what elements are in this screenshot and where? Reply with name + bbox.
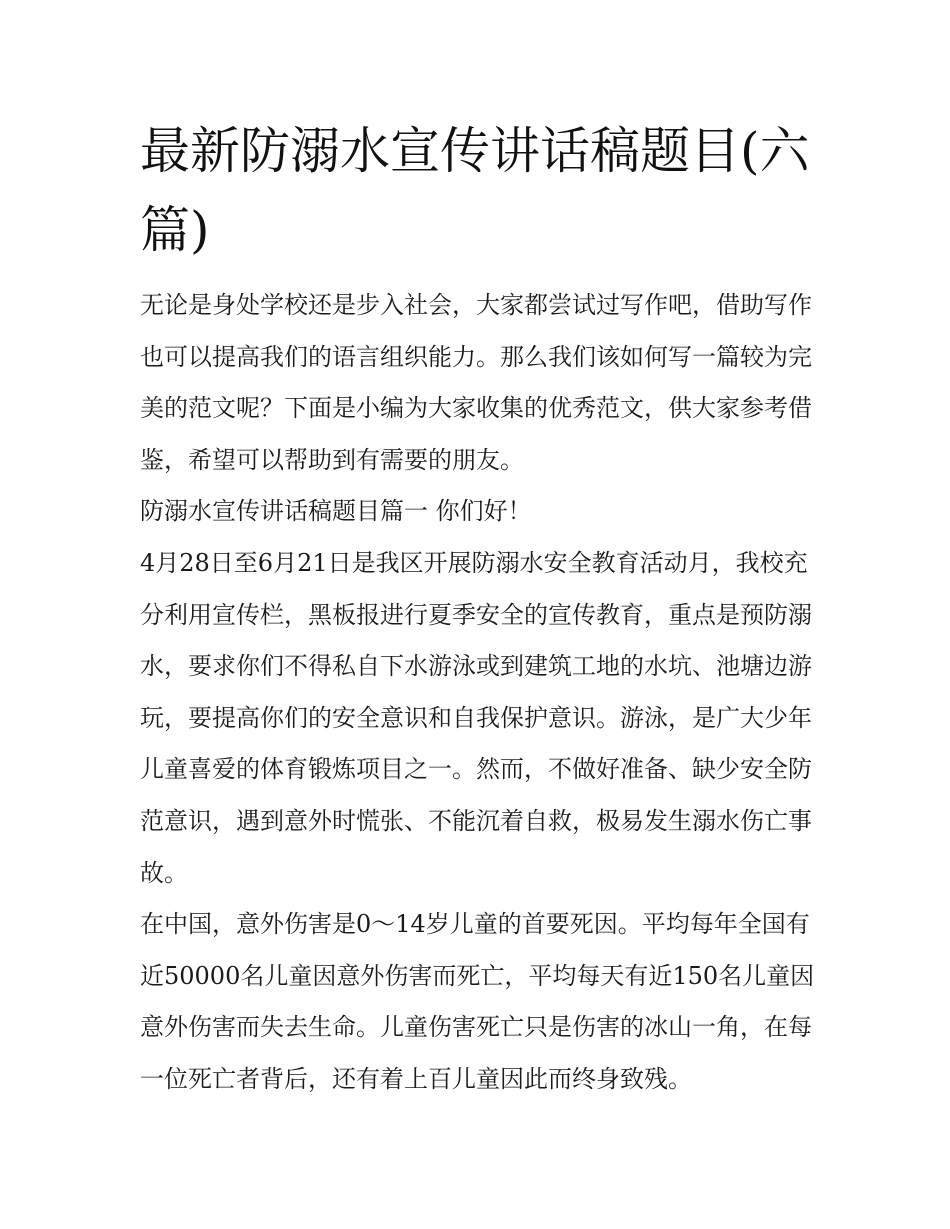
body-paragraph-1: 4月28日至6月21日是我区开展防溺水安全教育活动月，我校充分利用宣传栏，黑板报进行夏季安全的宣传教育，重点是预防溺水，要求你们不得私自下水游泳或到建筑工地的水坑、池塘边游玩，要提高你们的安全意识和自我保护意识。游泳，是广大少年儿童喜爱的体育锻炼项目之一。然而，不做好准备、缺少安全防范意识，遇到意外时慌张、不能沉着自救，极易发生溺水伤亡事故。	[140, 548, 812, 887]
document-title: 最新防溺水宣传讲话稿题目(六篇)	[140, 122, 810, 259]
intro-paragraph: 无论是身处学校还是步入社会，大家都尝试过写作吧，借助写作也可以提高我们的语言组织能力。那么我们该如何写一篇较为完美的范文呢？下面是小编为大家收集的优秀范文，供大家参考借鉴，希望可以帮助到有需要的朋友。	[140, 291, 812, 474]
document-body	[140, 280, 820, 1106]
section-heading-paragraph: 防溺水宣传讲话稿题目篇一 你们好！	[140, 497, 532, 526]
body-paragraph-2: 在中国，意外伤害是0～14岁儿童的首要死因。平均每年全国有近50000名儿童因意外伤害而死亡，平均每天有近150名儿童因意外伤害而失去生命。儿童伤害死亡只是伤害的冰山一角，在每一位死亡者背后，还有着上百儿童因此而终身致残。	[140, 910, 815, 1093]
